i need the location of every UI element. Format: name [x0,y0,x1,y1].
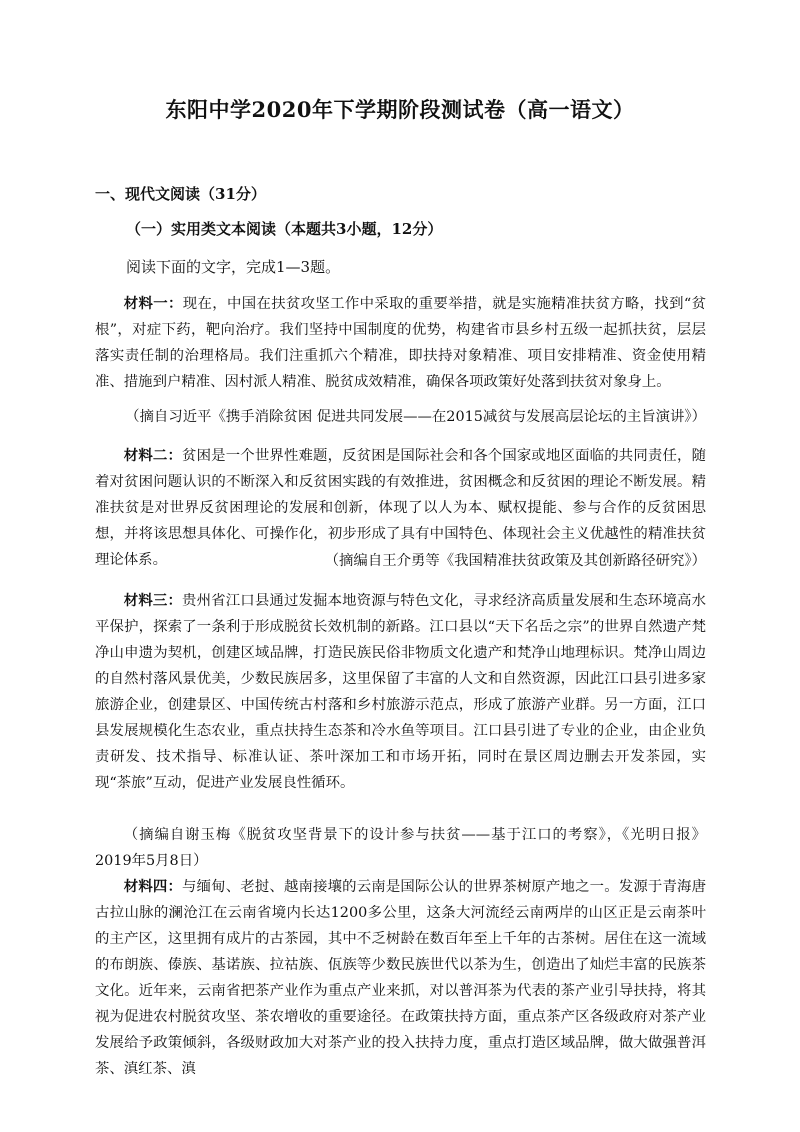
exam-title: 东阳中学2020年下学期阶段测试卷（高一语文） [165,97,635,122]
material-label-3: 材料三： [123,592,183,609]
section-heading-modern-reading: 一、现代文阅读（31分） [95,185,266,203]
material-paragraph-3 [95,588,706,796]
material-label-4: 材料四： [123,878,183,895]
subsection-heading-practical-text: （一）实用类文本阅读（本题共3小题，12分） [126,220,443,238]
material-text-2: 贫困是一个世界性难题，反贫困是国际社会和各个国家或地区面临的共同责任，随着对贫困问题认识的不断深入和反贫困实践的有效推进，贫困概念和反贫困的理论不断发展。精准扶贫是对世界反贫困理论的发展和创新，体现了以人为本、赋权提能、参与合作的反贫困思想，并将该思想具体化、可操作化，初步形成了具有中国特色、体现社会主义优越性的精准扶贫理论体系。 [95,448,706,568]
material-label-2: 材料二： [123,447,183,464]
material-source-3: （摘编自谢玉梅《脱贫攻坚背景下的设计参与扶贫——基于江口的考察》，《光明日报》2019年5月8日） [95,827,706,869]
material-label-1: 材料一： [123,295,183,312]
material-text-1: 现在，中国在扶贫攻坚工作中采取的重要举措，就是实施精准扶贫方略，找到“贫根”，对症下药，靶向治疗。我们坚持中国制度的优势，构建省市县乡村五级一起抓扶贫，层层落实责任制的治理格局。我们注重抓六个精准，即扶持对象精准、项目安排精准、资金使用精准、措施到户精准、因村派人精准、脱贫成效精准，确保各项政策好处落到扶贫对象身上。 [95,296,706,390]
material-text-4: 与缅甸、老挝、越南接壤的云南是国际公认的世界茶树原产地之一。发源于青海唐古拉山脉的澜沧江在云南省境内长达1200多公里，这条大河流经云南两岸的山区正是云南茶叶的主产区，这里拥有成片的古茶园，其中不乏树龄在数百年至上千年的古茶树。居住在这一流域的布朗族、傣族、基诺族、拉祜族、佤族等少数民族世代以茶为生，创造出了灿烂丰富的民族茶文化。近年来，云南省把茶产业作为重点产业来抓，对以普洱茶为代表的茶产业引导扶持，将其视为促进农村脱贫攻坚、茶农增收的重要途径。在政策扶持方面，重点茶产区各级政府对茶产业发展给予政策倾斜，各级财政加大对茶产业的投入扶持力度，重点打造区域品牌，做大做强普洱茶、滇红茶、滇 [95,879,706,1077]
material-text-3: 贵州省江口县通过发掘本地资源与特色文化，寻求经济高质量发展和生态环境高水平保护，探索了一条利于形成脱贫长效机制的新路。江口县以“天下名岳之宗”的世界自然遗产梵净山申遗为契机，创建区域品牌，打造民族民俗非物质文化遗产和梵净山地理标识。梵净山周边的自然村落风景优美，少数民族居多，这里保留了丰富的人文和自然资源，因此江口县引进多家旅游企业，创建景区、中国传统古村落和乡村旅游示范点，形成了旅游产业群。另一方面，江口县发展规模化生态农业，重点扶持生态茶和冷水鱼等项目。江口县引进了专业的企业，由企业负责研发、技术指导、标准认证、茶叶深加工和市场开拓，同时在景区周边删去开发茶园，实现“茶旅”互动，促进产业发展良性循环。 [95,593,706,791]
material-paragraph-1 [95,291,706,395]
reading-instruction: 阅读下面的文字，完成1—3题。 [126,258,341,276]
material-source-1: （摘自习近平《携手消除贫困 促进共同发展——在2015减贫与发展高层论坛的主旨演讲》） [125,409,706,425]
material-paragraph-4 [95,874,706,1082]
material-source-2: （摘编自王介勇等《我国精准扶贫政策及其创新路径研究》） [324,553,706,569]
